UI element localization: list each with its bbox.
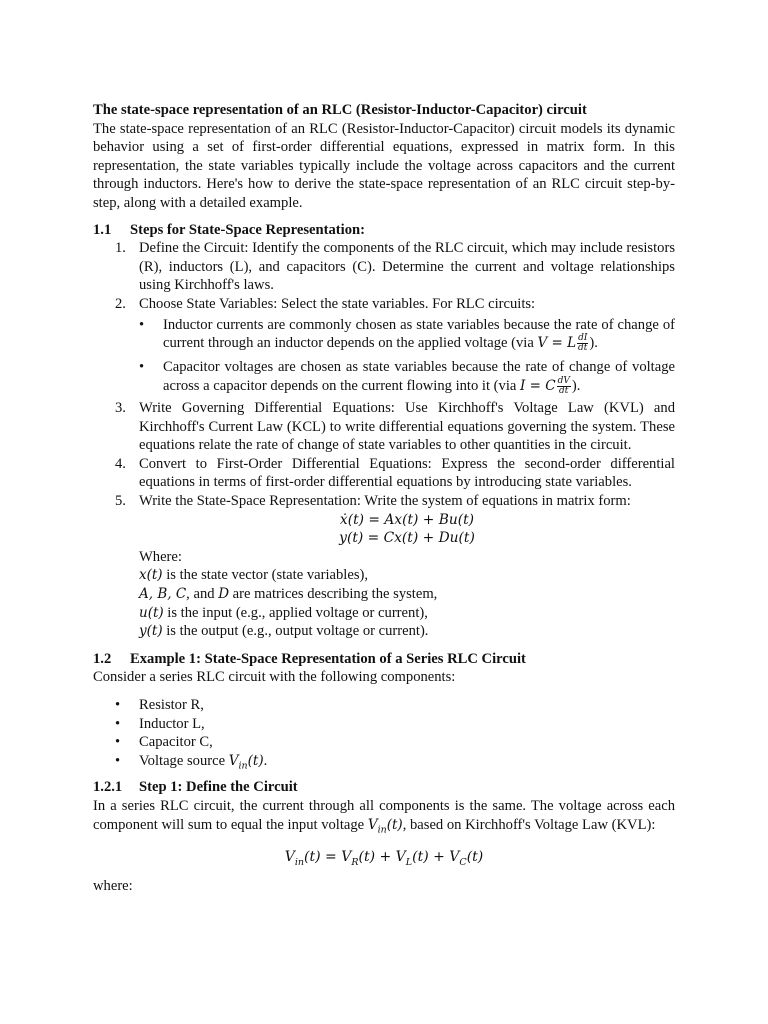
eq-term: (t) xyxy=(466,849,484,866)
steps-list xyxy=(93,239,675,641)
step-text: Define the Circuit: Identify the components of the RLC circuit, which may include resistors (R), inductors (L), and capacitors (C). Determine the current and voltage relationships using Kirchhoff's laws. xyxy=(139,240,675,294)
components-list xyxy=(115,696,675,770)
list-item xyxy=(93,295,675,399)
inline-math: u(t) xyxy=(139,604,164,621)
bullet-marker: • xyxy=(115,696,121,713)
state-equation: ẋ(t) = Ax(t) + Bu(t) xyxy=(339,511,475,528)
fraction-numerator: dV xyxy=(557,376,570,387)
paragraph-text: In a series RLC circuit, the current through all components is the same. The voltage across each component will sum to equal the input voltage xyxy=(93,797,675,833)
component-end: . xyxy=(263,752,268,769)
bullet-text: Inductor currents are commonly chosen as state variables because the rate of change of current through an inductor depends on the applied voltage (via xyxy=(163,316,675,352)
where-text: where: xyxy=(93,877,133,894)
bullet-marker: • xyxy=(115,734,121,751)
intro-paragraph: The state-space representation of an RLC (Resistor-Inductor-Capacitor) circuit models its dynamic behavior using a set of first-order differential equations, expressed in matrix form. In this representation, the state variables typically include the voltage across capacitors and the current through inductors. Here's how to derive the state-space representation of an RLC circuit step-by-step, along with a detailed example. xyxy=(93,120,675,211)
eq-term: V xyxy=(395,849,406,866)
component-text: Inductor L, xyxy=(139,715,205,732)
section-title: Steps for State-Space Representation: xyxy=(130,221,365,238)
step-number: 1. xyxy=(115,240,126,257)
list-item xyxy=(139,356,675,399)
step-text: Convert to First-Order Differential Equations: Express the second-order differential equations in terms of first-order differential equations by introducing state variables. xyxy=(139,455,675,491)
section-heading-1-1 xyxy=(93,221,675,240)
list-item xyxy=(115,733,675,752)
definition-text: is the state vector (state variables), xyxy=(162,567,369,584)
fraction-denominator: dt xyxy=(559,386,569,397)
list-item xyxy=(139,314,675,357)
math-subscript: C xyxy=(459,856,467,868)
definition-text: is the input (e.g., applied voltage or current), xyxy=(163,604,428,621)
eq-term: (t) = xyxy=(304,849,342,866)
definition-line xyxy=(139,585,675,604)
inline-math: V xyxy=(228,752,239,769)
inline-math: y(t) xyxy=(139,623,163,640)
paragraph-text: , based on Kirchhoff's Voltage Law (KVL): xyxy=(402,816,656,833)
kvl-equation xyxy=(93,848,675,867)
step-number: 4. xyxy=(115,455,126,472)
list-item xyxy=(93,239,675,295)
fraction xyxy=(557,377,571,396)
output-equation: y(t) = Cx(t) + Du(t) xyxy=(339,530,475,547)
component-text: Capacitor C, xyxy=(139,734,213,751)
list-item xyxy=(93,399,675,455)
eq-term: V xyxy=(449,849,460,866)
math-subscript: in xyxy=(238,760,248,772)
component-text: Resistor R, xyxy=(139,696,204,713)
eq-term: V xyxy=(284,849,295,866)
math-subscript: in xyxy=(294,856,305,868)
component-text: Voltage source xyxy=(139,752,229,769)
section-heading-1-2 xyxy=(93,650,675,669)
list-item xyxy=(115,696,675,715)
step-number: 5. xyxy=(115,493,126,509)
fraction-denominator: dt xyxy=(578,343,588,354)
section-title: Example 1: State-Space Representation of a Series RLC Circuit xyxy=(130,650,526,667)
step-text: Choose State Variables: Select the state variables. For RLC circuits: xyxy=(139,295,536,312)
fraction xyxy=(577,334,588,353)
section-number: 1.2.1 xyxy=(93,779,123,796)
math-subscript: in xyxy=(377,824,387,836)
where-definitions xyxy=(139,566,675,640)
inline-math: (t) xyxy=(386,816,403,833)
list-item xyxy=(93,492,675,641)
inline-math: I = C xyxy=(520,377,556,394)
inline-math: D xyxy=(218,585,230,602)
document-title: The state-space representation of an RLC (Resistor-Inductor-Capacitor) circuit xyxy=(93,102,587,118)
bullet-marker: • xyxy=(139,359,145,376)
list-item xyxy=(115,752,675,771)
definition-text: , and xyxy=(186,585,219,602)
section-title: Step 1: Define the Circuit xyxy=(139,779,298,796)
inline-math: V = L xyxy=(537,335,577,352)
bullet-marker: • xyxy=(115,752,121,769)
definition-line xyxy=(139,622,675,641)
eq-term: (t) + xyxy=(358,849,396,866)
section-heading-1-2-1 xyxy=(93,778,675,797)
eq-term: (t) + xyxy=(412,849,450,866)
inline-math: A, B, C xyxy=(139,585,187,602)
definition-line xyxy=(139,566,675,585)
definition-text: is the output (e.g., output voltage or current). xyxy=(162,623,429,640)
step-text: Write Governing Differential Equations: Use Kirchhoff's Voltage Law (KVL) and Kirchhoff's Current Law (KCL) to write differential equations governing the system. These equations relate the rate of change of state variables to other quantities in the circuit. xyxy=(139,400,675,454)
inline-math: x(t) xyxy=(139,567,163,584)
section-number: 1.2 xyxy=(93,650,112,667)
step-number: 2. xyxy=(115,295,126,312)
step-text: Write the State-Space Representation: Write the system of equations in matrix form: xyxy=(139,493,631,509)
bullet-marker: • xyxy=(139,316,145,333)
bullet-text: Capacitor voltages are chosen as state variables because the rate of change of voltage across a capacitor depends on the current flowing into it (via xyxy=(163,359,675,394)
document-content xyxy=(93,101,675,895)
bullet-end: ). xyxy=(589,335,598,352)
example-intro: Consider a series RLC circuit with the following components: xyxy=(93,669,456,686)
bullet-marker: • xyxy=(115,715,121,732)
inline-math: V xyxy=(367,816,378,833)
step-number: 3. xyxy=(115,400,126,417)
math-subscript: L xyxy=(405,856,413,868)
where-label: Where: xyxy=(139,548,182,565)
list-item xyxy=(115,715,675,734)
kvl-paragraph xyxy=(93,797,675,834)
inline-math: (t) xyxy=(247,752,264,769)
definition-text: are matrices describing the system, xyxy=(229,585,438,602)
bullet-end: ). xyxy=(571,377,581,394)
eq-term: V xyxy=(341,849,352,866)
definition-line xyxy=(139,604,675,623)
state-variable-bullets xyxy=(139,314,675,400)
fraction-numerator: dI xyxy=(578,333,588,344)
list-item xyxy=(93,455,675,492)
section-number: 1.1 xyxy=(93,221,112,238)
math-subscript: R xyxy=(351,856,359,868)
